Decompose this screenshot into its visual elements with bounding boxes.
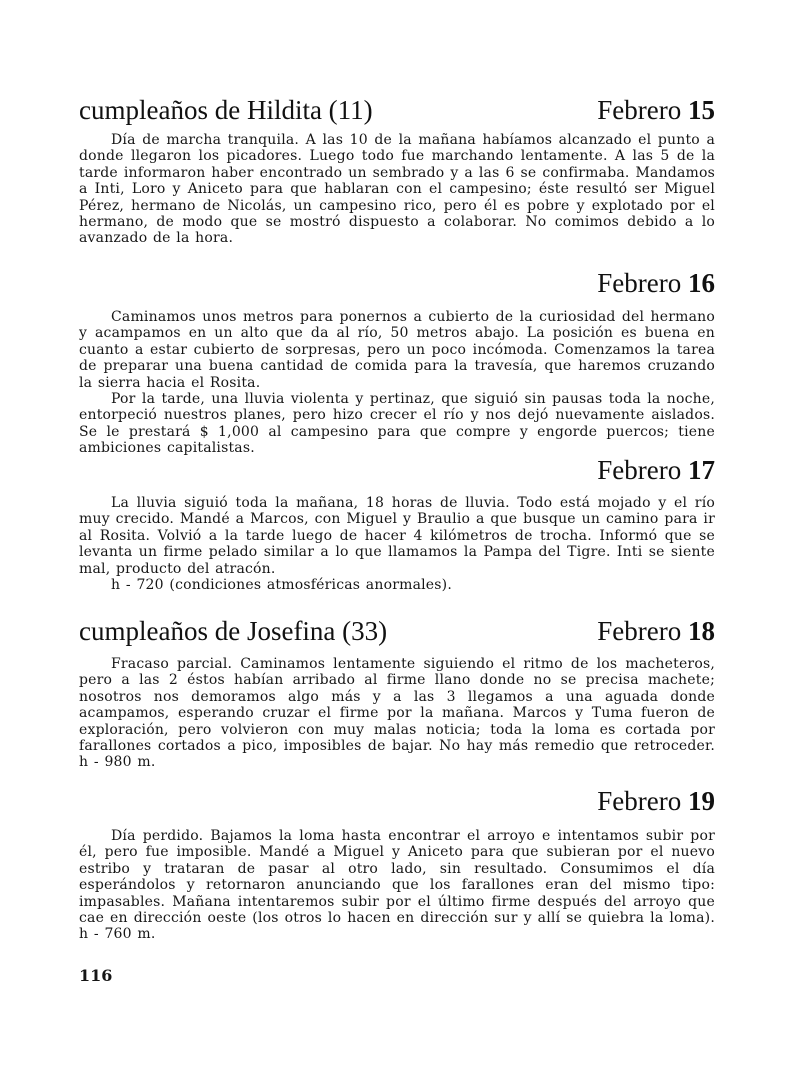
date-day: 16 [688,268,715,298]
date-day: 19 [688,786,715,816]
entry-paragraph: Caminamos unos metros para ponernos a cubierto de la curiosidad del hermano y acampamos en un alto que da al río, 50 metros abajo. La posición es buena en cuanto a estar cubierto de sorpresas, pero un poco incómoda. Comenzamos la tarea de preparar una buena cantidad de comida para la travesía, que haremos cruzando la sierra hacia el Rosita. [79,309,715,391]
entry-heading [79,786,715,816]
entry-paragraph: Por la tarde, una lluvia violenta y pertinaz, que siguió sin pausas toda la noche, entorpeció nuestros planes, pero hizo crecer el río y nos dejó nuevamente aislados. Se le prestará $ 1,000 al campesino para que compre y engorde puercos; tiene ambiciones capitalistas. [79,391,715,457]
birthday-note: cumpleaños de Hildita (11) [79,95,373,125]
date-month: Febrero [597,455,682,485]
birthday-note: cumpleaños de Josefina (33) [79,616,388,646]
date-month: Febrero [597,95,682,125]
diary-entry-feb-18 [79,616,715,771]
diary-entry-feb-17 [79,455,715,593]
date-day: 15 [688,95,715,125]
diary-entry-feb-19 [79,786,715,943]
date-day: 17 [688,455,715,485]
entry-heading [79,616,715,646]
diary-entry-feb-15 [79,95,715,247]
entry-paragraph: Fracaso parcial. Caminamos lentamente siguiendo el ritmo de los macheteros, pero a las 2 éstos habían arribado al firme llano donde no se precisa machete; nosotros nos demoramos algo más y a las 3 llegamos a una aguada donde acampamos, esperando cruzar el firme por la mañana. Marcos y Tuma fueron de exploración, pero volvieron con muy malas noticia; toda la loma es cortada por farallones cortados a pico, imposibles de bajar. No hay más remedio que retroceder. h - 980 m. [79,656,715,771]
diary-entry-feb-16 [79,268,715,457]
entry-heading [79,95,715,125]
date-day: 18 [688,616,715,646]
entry-heading [79,455,715,485]
entry-date [597,616,715,646]
entry-paragraph: Día de marcha tranquila. A las 10 de la mañana habíamos alcanzado el punto a donde llegaron los picadores. Luego todo fue marchando lentamente. A las 5 de la tarde informaron haber encontrado un sembrado y a las 6 se confirmaba. Mandamos a Inti, Loro y Aniceto para que hablaran con el campesino; éste resultó ser Miguel Pérez, hermano de Nicolás, un campesino rico, pero él es pobre y explotado por el hermano, de modo que se mostró dispuesto a colaborar. No comimos debido a lo avanzado de la hora. [79,132,715,247]
entry-heading [79,268,715,298]
entry-date [597,268,715,298]
entry-paragraph: La lluvia siguió toda la mañana, 18 horas de lluvia. Todo está mojado y el río muy crecido. Mandé a Marcos, con Miguel y Braulio a que busque un camino para ir al Rosita. Volvió a la tarde luego de hacer 4 kilómetros de trocha. Informó que se levanta un firme pelado similar a lo que llamamos la Pampa del Tigre. Inti se siente mal, producto del atracón. [79,495,715,577]
entry-date [597,95,715,125]
page-number: 116 [79,966,113,985]
entry-date [597,455,715,485]
altitude-note: h - 720 (condiciones atmosféricas anormales). [111,577,452,594]
date-month: Febrero [597,268,682,298]
entry-date [597,786,715,816]
entry-paragraph: Día perdido. Bajamos la loma hasta encontrar el arroyo e intentamos subir por él, pero fue imposible. Mandé a Miguel y Aniceto para que subieran por el nuevo estribo y trataran de pasar al otro lado, sin resultado. Consumimos el día esperándolos y retornaron anunciando que los farallones eran del mismo tipo: impasables. Mañana intentaremos subir por el último firme después del arroyo que cae en dirección oeste (los otros lo hacen en dirección sur y allí se quiebra la loma). h - 760 m. [79,828,715,943]
date-month: Febrero [597,616,682,646]
date-month: Febrero [597,786,682,816]
